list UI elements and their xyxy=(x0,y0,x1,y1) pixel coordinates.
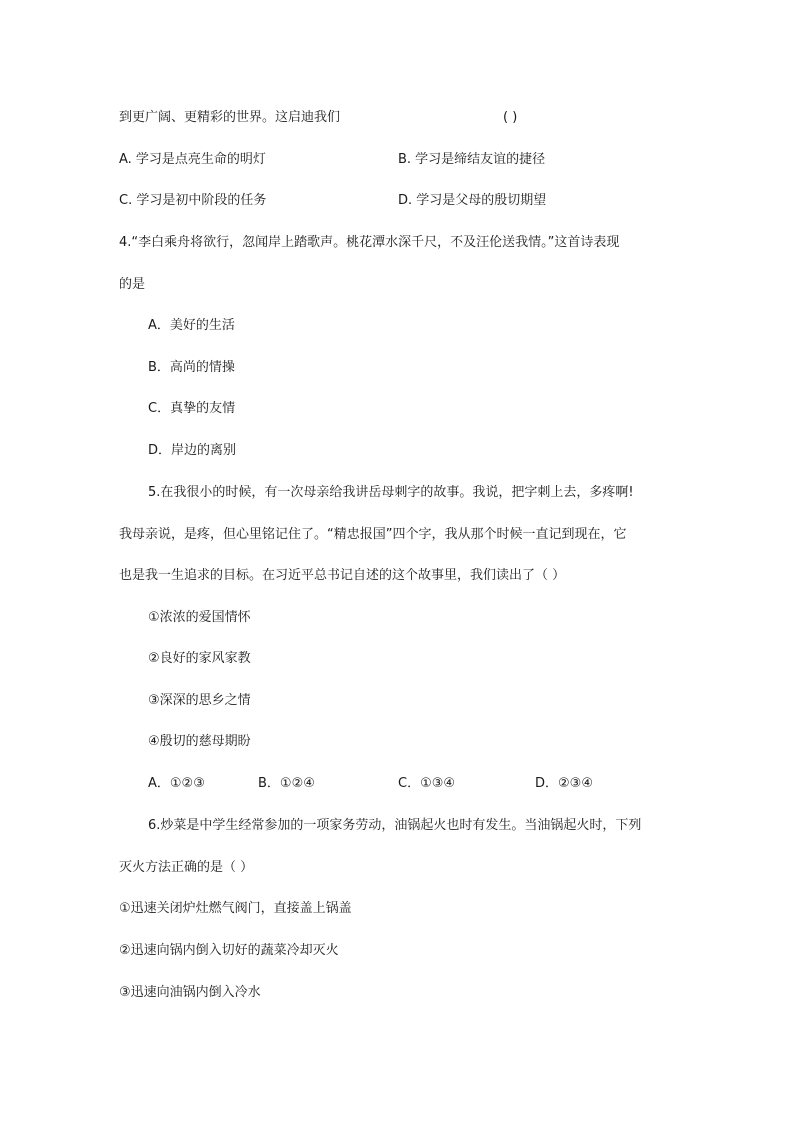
q6-stem-line-1: 6.炒菜是中学生经常参加的一项家务劳动，油锅起火也时有发生。当油锅起火时，下列 xyxy=(148,818,642,833)
q5-stem-line-3: 也是我一生追求的目标。在习近平总书记自述的这个故事里，我们读出了（ ） xyxy=(119,568,566,583)
q5-stem-line-1: 5.在我很小的时候，有一次母亲给我讲岳母刺字的故事。我说，把字刺上去，多疼啊! xyxy=(148,485,634,500)
q3-stem-tail: 到更广阔、更精彩的世界。这启迪我们 xyxy=(119,110,341,125)
q3-option-b: B. 学习是缔结友谊的捷径 xyxy=(398,152,546,167)
q4-stem-line-2: 的是 xyxy=(119,277,146,292)
q5-option-d: D．②③④ xyxy=(535,776,593,791)
q3-option-a: A. 学习是点亮生命的明灯 xyxy=(119,152,266,167)
q6-item-1: ①迅速关闭炉灶燃气阀门，直接盖上锅盖 xyxy=(119,901,352,916)
q5-option-a: A．①②③ xyxy=(148,776,205,791)
q6-stem-line-2: 灭火方法正确的是（ ） xyxy=(119,860,254,875)
q6-item-2: ②迅速向锅内倒入切好的蔬菜冷却灭火 xyxy=(119,943,339,958)
q5-option-b: B．①②④ xyxy=(258,776,315,791)
q4-stem-line-1: 4.“李白乘舟将欲行，忽闻岸上踏歌声。桃花潭水深千尺，不及汪伦送我情。”这首诗表现 xyxy=(119,235,620,250)
q5-item-3: ③深深的思乡之情 xyxy=(148,693,251,708)
q5-item-1: ①浓浓的爱国情怀 xyxy=(148,610,251,625)
q4-option-c: C．真挚的友情 xyxy=(148,401,236,416)
q3-option-d: D. 学习是父母的殷切期望 xyxy=(398,193,547,208)
q3-answer-paren: ( ) xyxy=(503,110,518,125)
q5-stem-line-2: 我母亲说，是疼，但心里铭记住了。“精忠报国”四个字，我从那个时候一直记到现在，它 xyxy=(119,527,627,542)
q5-item-2: ②良好的家风家教 xyxy=(148,651,251,666)
q5-item-4: ④殷切的慈母期盼 xyxy=(148,734,251,749)
q4-option-d: D．岸边的离别 xyxy=(148,443,237,458)
q4-option-a: A．美好的生活 xyxy=(148,318,235,333)
q4-option-b: B．高尚的情操 xyxy=(148,360,235,375)
q5-option-c: C．①③④ xyxy=(398,776,456,791)
q6-item-3: ③迅速向油锅内倒入冷水 xyxy=(119,985,261,1000)
q3-option-c: C. 学习是初中阶段的任务 xyxy=(119,193,267,208)
